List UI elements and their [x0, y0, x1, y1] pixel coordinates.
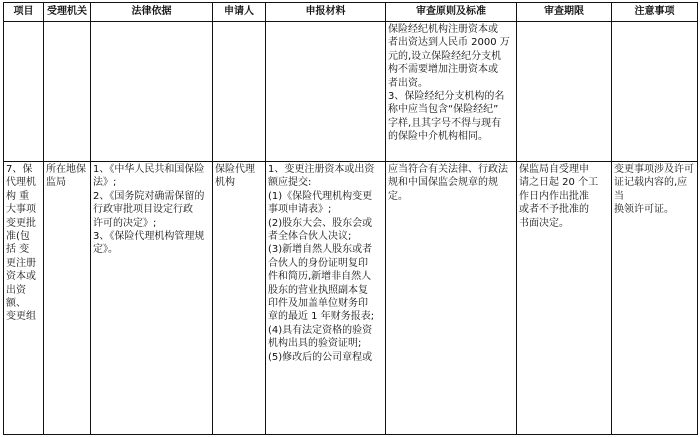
cell-text-line: 合伙人的身份证明复印 — [268, 257, 368, 269]
cell-text-line: 请之日起 20 个工 — [519, 177, 599, 189]
header-authority: 受理机关 — [44, 3, 91, 22]
header-applicant: 申请人 — [213, 3, 266, 22]
cell-text-line: 7、保 — [6, 164, 33, 175]
cell-notes — [612, 162, 698, 435]
cell-text-line: 大事项 — [6, 204, 36, 216]
cell-text-line: 称中应当包含“保险经纪” — [388, 104, 499, 116]
cell-text-line: 变更批 — [6, 217, 36, 229]
cell-text-line: 应当符合有关法律、行政法 — [388, 164, 508, 175]
cell-text-line: (5)修改后的公司章程或 — [268, 351, 373, 363]
table-row — [4, 162, 698, 435]
cell-text-line: (1)《保险代理机构变更 — [268, 190, 373, 202]
cell-text-line: 1、《中华人民共和国保险 — [93, 164, 205, 175]
cell-text-line: (2)股东大会、股东会或 — [268, 217, 373, 229]
cell-text-line: 1、变更注册资本或出资 — [268, 164, 375, 175]
cell-text-line: 3、《保险代理机构管理规 — [93, 231, 205, 243]
cell-text-line: 定。 — [388, 190, 408, 202]
cell-text-line: 股东的营业执照副本复 — [268, 284, 368, 296]
header-materials: 申报材料 — [266, 3, 386, 22]
cell-text-line: 括 变 — [6, 244, 30, 256]
cell-text-line: 准(包 — [6, 231, 30, 243]
cell-text-line: 所在地保 — [46, 164, 86, 175]
table-row — [4, 22, 698, 162]
cell-text-line: 变更组 — [6, 311, 36, 323]
cell-text-line: 行政审批项目设定行政 — [93, 204, 193, 216]
cell-text-line: 3、保险经纪分支机构的名 — [388, 91, 505, 103]
cell-text-line: 出资额、 — [6, 284, 26, 310]
cell-item — [4, 162, 44, 435]
cell-text-line: 变更事项涉及许可 — [614, 164, 694, 175]
cell-text-line: (3)新增自然人股东或者 — [268, 244, 373, 256]
cell-period — [517, 22, 612, 162]
cell-text-line: 者全体合伙人决议; — [268, 231, 352, 243]
cell-text-line: 机构 — [215, 177, 235, 189]
header-legal-basis: 法律依据 — [91, 3, 213, 22]
cell-text-line: 的保险中介机构相同。 — [388, 131, 488, 143]
cell-legal-basis — [91, 162, 213, 435]
cell-text-line: 事项申请表》; — [268, 204, 332, 216]
cell-authority — [44, 162, 91, 435]
cell-applicant — [213, 22, 266, 162]
cell-text-line: 或者不予批准的 — [519, 204, 589, 216]
cell-text-line: 印件及加盖单位财务印 — [268, 298, 368, 310]
cell-text-line: 法》; — [93, 177, 117, 189]
cell-text-line: 保险代理 — [215, 164, 255, 175]
cell-text-line: 换领许可证。 — [614, 204, 674, 216]
cell-text-line: 资本或 — [6, 271, 36, 283]
cell-text-line: 2、《国务院对确需保留的 — [93, 190, 205, 202]
cell-text-line: 保险经纪机构注册资本或 — [388, 24, 498, 35]
header-notes: 注意事项 — [612, 3, 698, 22]
cell-text-line: 监局 — [46, 177, 66, 189]
cell-authority — [44, 22, 91, 162]
cell-text-line: 代理机 — [6, 177, 36, 189]
cell-text-line: 者出资。 — [388, 77, 428, 89]
cell-text-line: (4)具有法定资格的验资 — [268, 324, 373, 336]
cell-standards — [386, 162, 517, 435]
cell-text-line: 机构出具的验资证明; — [268, 338, 362, 350]
cell-text-line: 定》。 — [93, 244, 118, 256]
cell-item — [4, 22, 44, 162]
cell-text-line: 更注册 — [6, 257, 36, 269]
cell-period — [517, 162, 612, 435]
header-standards: 审查原则及标准 — [386, 3, 517, 22]
cell-legal-basis — [91, 22, 213, 162]
header-item: 项目 — [4, 3, 44, 22]
cell-applicant — [213, 162, 266, 435]
cell-text-line: 额应提交: — [268, 177, 312, 189]
cell-text-line: 者出资达到人民币 2000 万 — [388, 37, 510, 49]
cell-text-line: 书面决定。 — [519, 217, 569, 229]
cell-text-line: 字样,且其字号不得与现有 — [388, 117, 502, 129]
cell-text-line: 规和中国保监会规章的规 — [388, 177, 498, 189]
cell-materials — [266, 22, 386, 162]
cell-text-line: 章的最近 1 年财务报表; — [268, 311, 375, 323]
cell-text-line: 许可的决定》; — [93, 217, 157, 229]
regulation-table — [3, 2, 698, 435]
header-period: 审查期限 — [517, 3, 612, 22]
cell-materials — [266, 162, 386, 435]
cell-text-line: 证记载内容的,应当 — [614, 177, 688, 202]
cell-text-line: 构 重 — [6, 190, 30, 202]
header-row — [4, 3, 698, 22]
cell-text-line: 元的,设立保险经纪分支机 — [388, 50, 502, 62]
cell-text-line: 保监局自受理申 — [519, 164, 589, 175]
cell-notes — [612, 22, 698, 162]
cell-text-line: 构不需要增加注册资本或 — [388, 64, 498, 76]
cell-standards — [386, 22, 517, 162]
cell-text-line: 件和简历,新增非自然人 — [268, 271, 372, 283]
cell-text-line: 作日内作出批准 — [519, 190, 589, 202]
